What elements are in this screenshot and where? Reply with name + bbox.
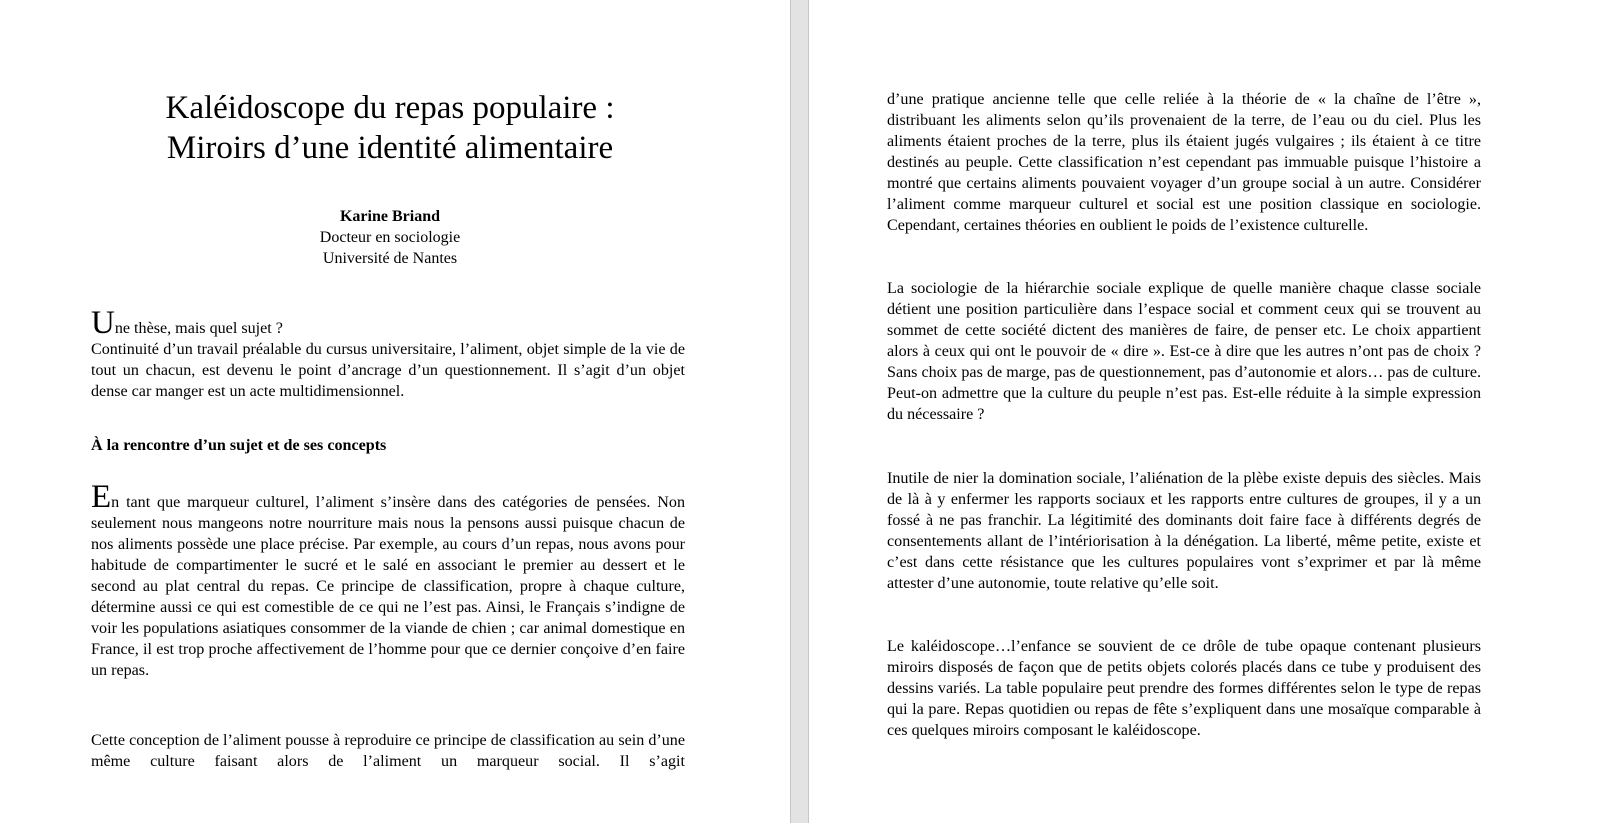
right-paragraph-3-text: Inutile de nier la domination sociale, l’aliénation de la plèbe existe depuis des siècles. Mais de là à y enfermer les rapports sociaux et les rapports entre cultures de groupes, il y a un fossé à ne pas franchir. La légitimité des dominants doit faire face à différents degrés de consentements allant de l’intériorisation à la dénégation. La liberté, même petite, existe et c’est dans cette résistance que les cultures populaires vont s’exprimer et par là même attester d’une autonomie, toute relative qu’elle soit.: [887, 470, 1481, 592]
paragraph-1: [91, 479, 685, 681]
author-role: Docteur en sociologie: [319, 229, 461, 246]
intro-lead-text: ne thèse, mais quel sujet ?: [114, 320, 283, 337]
intro-lead: [91, 305, 685, 341]
right-paragraph-1-text: d’une pratique ancienne telle que celle reliée à la théorie de « la chaîne de l’être », distribuant les aliments selon qu’ils provenaient de la terre, de l’eau ou du ciel. Plus les aliments étaient proches de la terre, plus ils étaient jugés vulgaires ; ils étaient à ce titre destinés au peuple. Cette classification n’est cependant pas immuable puisque l’histoire a montré que certains aliments pouvaient voyager d’un groupe social à un autre. Considérer l’aliment comme marqueur culturel et social est une position classique en sociologie. Cependant, certaines théories en oublient le poids de l’existence culturelle.: [887, 91, 1481, 234]
document-page-left: [0, 0, 790, 823]
intro-section: [91, 305, 685, 402]
author-affiliation: Université de Nantes: [322, 250, 458, 267]
right-paragraph-2: [887, 278, 1481, 425]
author-block: [90, 206, 690, 269]
title-line-1: Kaléidoscope du repas populaire :: [165, 90, 615, 126]
paragraph-2-text: Cette conception de l’aliment pousse à reproduire ce principe de classification au sein d’une même culture faisant alors de l’aliment un marqueur social. Il s’agit: [91, 732, 685, 770]
author-name: Karine Briand: [339, 208, 440, 225]
dropcap-e: E: [91, 479, 112, 515]
title-line-2: Miroirs d’une identité alimentaire: [166, 130, 614, 166]
section-heading: À la rencontre d’un sujet et de ses concepts: [91, 437, 387, 454]
right-paragraph-1: [887, 89, 1481, 236]
dropcap-u: U: [91, 305, 115, 341]
intro-paragraph: Continuité d’un travail préalable du cursus universitaire, l’aliment, objet simple de la vie de tout un chacun, est devenu le point d’ancrage d’un questionnement. Il s’agit d’un objet dense car manger est un acte multidimensionnel.: [91, 341, 685, 400]
right-paragraph-4: [887, 636, 1481, 741]
document-title: [90, 88, 690, 168]
right-paragraph-4-text: Le kaléidoscope…l’enfance se souvient de ce drôle de tube opaque contenant plusieurs miroirs disposés de façon que de petits objets colorés placés dans ce tube y produisent des dessins variés. La table populaire peut prendre des formes différentes selon le type de repas qui la pare. Repas quotidien ou repas de fête s’expliquent dans une mosaïque comparable à ces quelques miroirs composant le kaléidoscope.: [887, 638, 1481, 739]
document-page-right: [809, 0, 1598, 823]
right-paragraph-3: [887, 468, 1481, 594]
right-paragraph-2-text: La sociologie de la hiérarchie sociale explique de quelle manière chaque classe sociale détient une position particulière dans l’espace social et comment ceux qui se trouvent au sommet de cette société dictent des manières de faire, de penser etc. Le choix appartient alors à ceux qui ont le pouvoir de « dire ». Est-ce à dire que les autres n’ont pas de choix ? Sans choix pas de marge, pas de questionnement, pas d’autonomie et alors… pas de culture. Peut-on admettre que la culture du peuple n’est pas. Est-elle réduite à la simple expression du nécessaire ?: [887, 280, 1481, 423]
paragraph-2: [91, 730, 685, 772]
paragraph-1-text: [91, 479, 685, 681]
section-heading-block: [91, 435, 685, 456]
page-gutter: [790, 0, 809, 823]
paragraph-1-body: n tant que marqueur culturel, l’aliment s’insère dans des catégories de pensées. Non seulement nous mangeons notre nourriture mais nous la pensons aussi puisque chacun de nos aliments possède une place précise. Par exemple, au cours d’un repas, nous avons pour habitude de compartimenter le sucré et le salé en associant le premier au dessert et le second au plat central du repas. Ce principe de classification, propre à chaque culture, détermine aussi ce qui est comestible de ce qui ne l’est pas. Ainsi, le Français s’indigne de voir les populations asiatiques consommer de la viande de chien ; car animal domestique en France, il est trop proche affectivement de l’homme pour que ce dernier conçoive d’en faire un repas.: [91, 494, 685, 679]
